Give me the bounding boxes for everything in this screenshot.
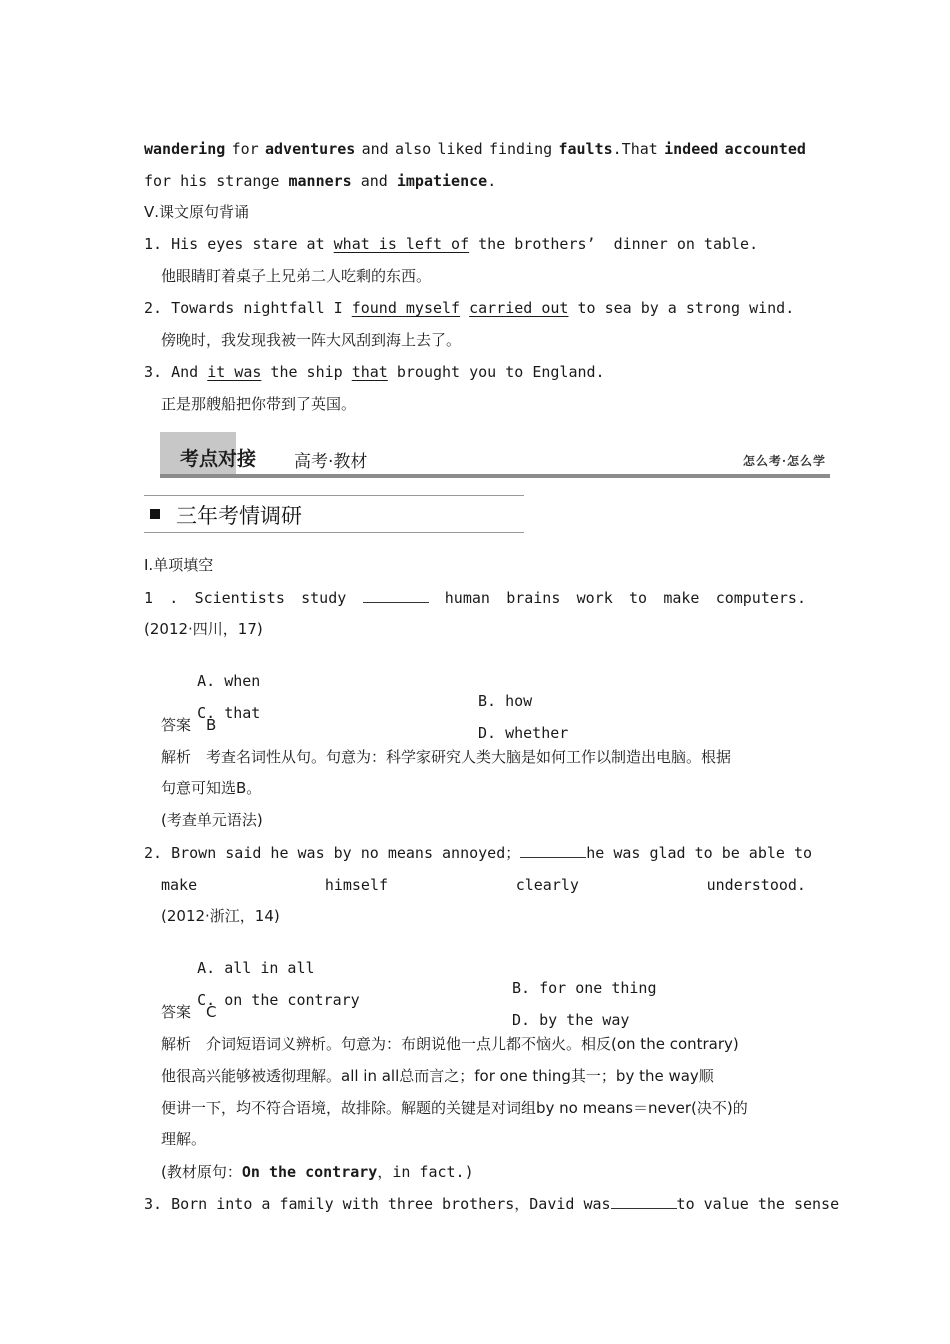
- sentence-1: [144, 234, 806, 254]
- section-heading: Ⅴ.课文原句背诵: [144, 203, 250, 221]
- text: 3. Born into a family with three brothers，David was: [144, 1195, 611, 1213]
- question-2-analysis-line-3: 便讲一下，均不符合语境，故排除。解题的关键是对词组by no means＝never(决不)的: [161, 1099, 748, 1117]
- question-2-analysis-line-1: 解析 介词短语词义辨析。句意为：布朗说他一点儿都不恼火。相反(on the contrary): [161, 1035, 739, 1053]
- text: 2. Towards nightfall I: [144, 299, 352, 317]
- text: ，in fact.): [377, 1163, 474, 1181]
- sentence-1-translation: 他眼睛盯着桌子上兄弟二人吃剩的东西。: [161, 267, 432, 285]
- square-bullet-icon: [150, 509, 160, 519]
- text: 2. Brown said he was by no means annoyed；: [144, 844, 521, 862]
- word: make: [161, 876, 198, 894]
- word: adventures: [265, 140, 356, 158]
- text: he was glad to be able to: [586, 844, 813, 862]
- text: and: [351, 172, 397, 190]
- question-1-analysis-line-1: 解析 考查名词性从句。句意为：科学家研究人类大脑是如何工作以制造出电脑。根据: [161, 748, 732, 766]
- word: 1: [144, 589, 154, 607]
- word: accounted: [724, 140, 806, 158]
- word: .: [169, 589, 179, 607]
- word: clearly: [515, 876, 579, 894]
- part-heading: Ⅰ.单项填空: [144, 556, 214, 574]
- option-b[interactable]: B. for one thing: [512, 979, 657, 997]
- word: faults.That: [558, 140, 658, 158]
- text: brought you to England.: [387, 363, 605, 381]
- underlined-phrase: what is left of: [333, 235, 470, 253]
- sentence-3: [144, 362, 806, 382]
- banner-underline: [160, 474, 830, 478]
- answer-blank[interactable]: [611, 1194, 677, 1209]
- word: to: [629, 589, 648, 607]
- option-c[interactable]: C. on the contrary: [197, 991, 360, 1009]
- text: 1. His eyes stare at: [144, 235, 334, 253]
- option-b[interactable]: B. how: [478, 692, 533, 710]
- word: wandering: [144, 140, 226, 158]
- bold-word: manners: [288, 172, 352, 190]
- word: human: [444, 589, 490, 607]
- question-3-line-1: [144, 1194, 840, 1214]
- text: (教材原句：: [161, 1163, 242, 1181]
- section-banner: [160, 432, 830, 478]
- question-2-source: (2012·浙江，14): [161, 907, 280, 925]
- section-title-box: [144, 495, 524, 533]
- bold-word: impatience: [396, 172, 488, 190]
- banner-right-label: 怎么考·怎么学: [742, 454, 826, 468]
- question-2-answer: 答案 C: [161, 1003, 217, 1021]
- question-2-line-2: [161, 875, 806, 895]
- answer-blank[interactable]: [363, 588, 429, 603]
- text: to sea by a strong wind.: [568, 299, 795, 317]
- underlined-phrase: found myself: [351, 299, 461, 317]
- underlined-phrase: that: [351, 363, 388, 381]
- text: [460, 299, 469, 317]
- word: also: [395, 140, 432, 158]
- word: Scientists: [194, 589, 285, 607]
- sentence-3-translation: 正是那艘船把你带到了英国。: [161, 395, 357, 413]
- option-a[interactable]: A. all in all: [197, 959, 315, 977]
- question-2-analysis-line-4: 理解。: [161, 1130, 207, 1148]
- question-2-line-1: [144, 843, 813, 863]
- option-c[interactable]: C. that: [197, 704, 261, 722]
- question-2-note: [161, 1162, 806, 1182]
- word: himself: [324, 876, 389, 894]
- text: for his strange: [144, 172, 289, 190]
- underlined-phrase: carried out: [469, 299, 569, 317]
- continued-line-2: [144, 171, 806, 191]
- word: finding: [488, 140, 553, 158]
- question-1-analysis-line-2: 句意可知选B。: [161, 779, 262, 797]
- text: the brothers’ dinner on table.: [469, 235, 759, 253]
- text: 3. And: [144, 363, 208, 381]
- banner-title: 考点对接: [180, 448, 257, 470]
- word: understood.: [706, 876, 806, 894]
- word: brains: [506, 589, 561, 607]
- sentence-2-translation: 傍晚时，我发现我被一阵大风刮到海上去了。: [161, 331, 462, 349]
- word: study: [301, 589, 347, 607]
- option-d[interactable]: D. by the way: [512, 1011, 630, 1029]
- option-d[interactable]: D. whether: [478, 724, 569, 742]
- bold-phrase: On the contrary: [241, 1163, 378, 1181]
- word: and: [361, 140, 389, 158]
- question-2-analysis-line-2: 他很高兴能够被透彻理解。all in all总而言之；for one thing其一；by the way顺: [161, 1067, 714, 1085]
- question-1-line-1: [144, 588, 806, 608]
- underlined-phrase: it was: [207, 363, 262, 381]
- option-a[interactable]: A. when: [197, 672, 261, 690]
- word: liked: [437, 140, 483, 158]
- text: to value the sense: [676, 1195, 840, 1213]
- question-1-source: (2012·四川，17): [144, 620, 263, 638]
- word: indeed: [664, 140, 719, 158]
- word: computers.: [715, 589, 806, 607]
- continued-line-1: [144, 139, 806, 159]
- answer-blank[interactable]: [520, 843, 586, 858]
- sentence-2: [144, 298, 806, 318]
- section-title: 三年考情调研: [176, 504, 302, 528]
- word: for: [231, 140, 259, 158]
- question-1-note: (考查单元语法): [161, 811, 263, 829]
- text: the ship: [261, 363, 352, 381]
- banner-subtitle: 高考·教材: [294, 452, 368, 472]
- word: make: [663, 589, 700, 607]
- question-1-answer: 答案 B: [161, 716, 217, 734]
- text: .: [487, 172, 497, 190]
- word: work: [576, 589, 613, 607]
